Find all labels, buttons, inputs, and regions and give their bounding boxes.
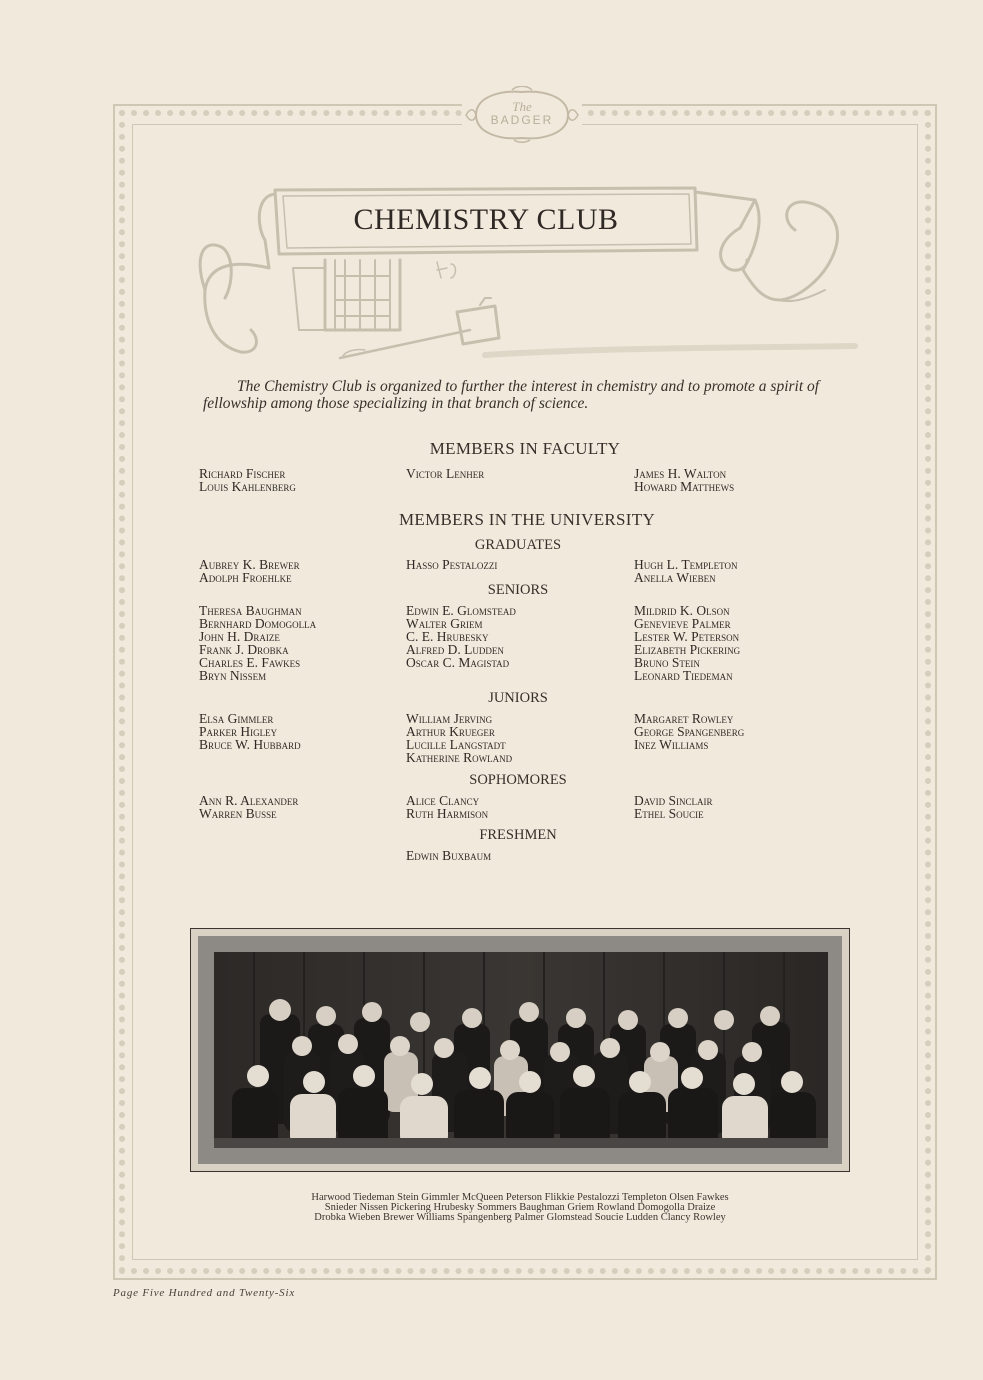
seniors-column-1	[199, 604, 316, 682]
juniors-heading: JUNIORS	[488, 690, 548, 706]
member-name: Leonard Tiedeman	[634, 668, 733, 683]
member-name: Walter Griem	[406, 616, 483, 631]
member-name: James H. Walton	[634, 466, 727, 481]
member-name: Lucille Langstadt	[406, 737, 506, 752]
graduates-column-3	[634, 558, 737, 584]
graduates-column-1	[199, 558, 300, 584]
member-name: Alice Clancy	[406, 793, 480, 808]
freshmen-heading: FRESHMEN	[479, 827, 557, 843]
member-name: John H. Draize	[199, 629, 280, 644]
faculty-column-2	[406, 467, 484, 480]
graduates-heading: GRADUATES	[474, 537, 562, 553]
graduates-column-2	[406, 558, 497, 571]
member-name: Elizabeth Pickering	[634, 642, 741, 657]
member-name: Ruth Harmison	[406, 806, 489, 821]
member-name: William Jerving	[406, 711, 493, 726]
member-name: Inez Williams	[634, 737, 709, 752]
member-name: Charles E. Fawkes	[199, 655, 301, 670]
sophomores-column-2	[406, 794, 488, 820]
faculty-column-1	[199, 467, 296, 493]
caption-line-3: Drobka Wieben Brewer Williams Spangenberg Palmer Glomstead Soucie Ludden Clancy Rowley	[314, 1212, 726, 1223]
masthead-badger: BADGER	[490, 113, 554, 127]
member-name: Adolph Froehlke	[199, 570, 292, 585]
juniors-column-2	[406, 712, 512, 764]
member-name: Bryn Nissem	[199, 668, 267, 683]
member-name: Howard Matthews	[634, 479, 735, 494]
member-name: Theresa Baughman	[199, 603, 302, 618]
member-name: Hugh L. Templeton	[634, 557, 738, 572]
member-name: Katherine Rowland	[406, 750, 513, 765]
page-number: Page Five Hundred and Twenty-Six	[113, 1287, 296, 1299]
sophomores-column-1	[199, 794, 298, 820]
member-name: Warren Busse	[199, 806, 277, 821]
intro-paragraph: The Chemistry Club is organized to further the interest in chemistry and to promote a spirit of fellowship among those specializing in that branch of science.	[203, 378, 820, 412]
member-name: Victor Lenher	[406, 466, 485, 481]
page-title: CHEMISTRY CLUB	[353, 203, 619, 236]
member-name: Edwin E. Glomstead	[406, 603, 516, 618]
freshmen-column-1	[406, 849, 491, 862]
group-photograph	[214, 952, 828, 1148]
university-heading: MEMBERS IN THE UNIVERSITY	[398, 510, 656, 529]
member-name: Margaret Rowley	[634, 711, 734, 726]
member-name: Bernhard Domogolla	[199, 616, 317, 631]
seniors-column-3	[634, 604, 740, 682]
member-name: George Spangenberg	[634, 724, 745, 739]
member-name: Frank J. Drobka	[199, 642, 289, 657]
caption-line-2: Snieder Nissen Pickering Hrubesky Sommers Baughman Griem Rowland Domogolla Draize	[324, 1202, 716, 1213]
member-name: Lester W. Peterson	[634, 629, 740, 644]
member-name: Elsa Gimmler	[199, 711, 274, 726]
member-name: C. E. Hrubesky	[406, 629, 489, 644]
faculty-column-3	[634, 467, 734, 493]
member-name: Edwin Buxbaum	[406, 848, 492, 863]
member-name: Arthur Krueger	[406, 724, 495, 739]
member-name: Richard Fischer	[199, 466, 286, 481]
sophomores-heading: SOPHOMORES	[469, 772, 567, 788]
sophomores-column-3	[634, 794, 712, 820]
member-name: Bruce W. Hubbard	[199, 737, 301, 752]
member-name: Anella Wieben	[634, 570, 716, 585]
member-name: Alfred D. Ludden	[406, 642, 504, 657]
member-name: Hasso Pestalozzi	[406, 557, 498, 572]
seniors-heading: SENIORS	[487, 582, 549, 598]
member-name: Ethel Soucie	[634, 806, 704, 821]
caption-line-1: Harwood Tiedeman Stein Gimmler McQueen Peterson Flikkie Pestalozzi Templeton Olsen Fawkes	[311, 1192, 729, 1203]
member-name: Louis Kahlenberg	[199, 479, 296, 494]
juniors-column-1	[199, 712, 301, 751]
photo-caption	[200, 1193, 840, 1223]
group-photo-image	[214, 952, 828, 1148]
member-name: Oscar C. Magistad	[406, 655, 510, 670]
faculty-heading: MEMBERS IN FACULTY	[429, 439, 621, 458]
member-name: Mildrid K. Olson	[634, 603, 730, 618]
member-name: Ann R. Alexander	[199, 793, 299, 808]
member-name: Aubrey K. Brewer	[199, 557, 300, 572]
juniors-column-3	[634, 712, 744, 751]
member-name: David Sinclair	[634, 793, 713, 808]
member-name: Bruno Stein	[634, 655, 700, 670]
seniors-column-2	[406, 604, 516, 669]
member-name: Genevieve Palmer	[634, 616, 731, 631]
member-name: Parker Higley	[199, 724, 278, 739]
masthead-the: The	[512, 99, 532, 114]
